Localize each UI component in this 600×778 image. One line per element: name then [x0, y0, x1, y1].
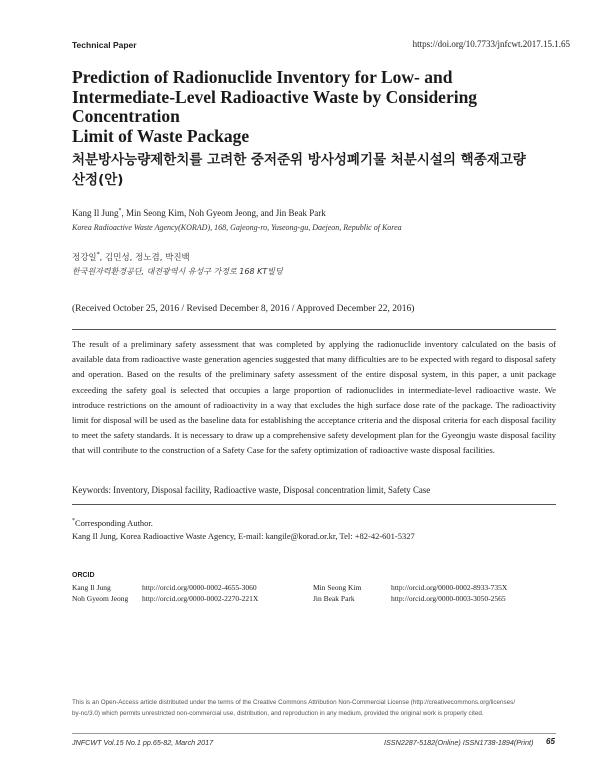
- english-authors: [72, 208, 326, 218]
- doi-link[interactable]: https://doi.org/10.7733/jnfcwt.2017.15.1.65: [412, 39, 570, 49]
- abstract: The result of a preliminary safety assessment that was completed by applying the radionuclide inventory calculated on the basis of available data from radioactive waste generation agencies suggested that many difficulties are to be expected with regard to disposal safety and operation. Based on the results of the preliminary safety assessment of the entire disposal system, in this paper, a unit package exceeding the safety goal is selected that occupies a large proportion of radionuclides in intermediate-level radioactive waste. We introduce restrictions on the amount of radioactivity in a way that excludes the high surface dose rate of the package. The radioactivity limit for disposal will be used as the baseline data for establishing the acceptance criteria and the disposal criteria for each disposal facility to meet the safety standards. It is necessary to draw up a comprehensive safety development plan for the Gyeongju waste disposal facility that will contribute to the construction of a Safety Case for the safety optimization of radioactive waste disposal facilities.: [72, 339, 556, 456]
- english-affiliation: Korea Radioactive Waste Agency(KORAD), 168, Gajeong-ro, Yuseong-gu, Daejeon, Republic of Korea: [72, 223, 402, 232]
- divider-top: [72, 329, 556, 330]
- table-row: [72, 582, 552, 593]
- corresponding-mark-note: *: [72, 518, 75, 525]
- footer-divider: [72, 733, 556, 734]
- orcid-table: [72, 582, 552, 604]
- first-author: Kang Il Jung: [72, 208, 119, 218]
- issn-info: ISSN2287-5182(Online) ISSN1738-1894(Print): [384, 738, 534, 747]
- english-title: [72, 68, 582, 146]
- co-authors-ko: , 김민성, 정노겸, 박진백: [99, 253, 190, 263]
- orcid-heading: ORCID: [72, 572, 95, 579]
- korean-authors: [72, 251, 190, 263]
- table-row: [72, 593, 552, 604]
- corresponding-mark: *: [118, 208, 122, 214]
- received-dates: (Received October 25, 2016 / Revised December 8, 2016 / Approved December 22, 2016): [72, 304, 415, 314]
- english-title-line: Limit of Waste Package: [72, 125, 250, 146]
- corresponding-contact: Kang Il Jung, Korea Radioactive Waste Agency, E-mail: kangile@korad.or.kr, Tel: +82-42-601-5327: [72, 531, 415, 541]
- korean-title: [72, 150, 572, 190]
- orcid-author-name: Min Seong Kim: [313, 583, 362, 592]
- page-number: 65: [546, 737, 555, 746]
- orcid-link[interactable]: http://orcid.org/0000-0002-8933-735X: [391, 583, 508, 592]
- english-title-line: Intermediate-Level Radioactive Waste by Considering Concentration: [72, 86, 478, 126]
- korean-title-line: 처분방사능량제한치를 고려한 중저준위 방사성폐기물 처분시설의 핵종재고량: [72, 152, 526, 168]
- orcid-link[interactable]: http://orcid.org/0000-0003-3050-2565: [391, 594, 506, 603]
- license-notice: [72, 697, 562, 719]
- license-line: by-nc/3.0) which permits unrestricted non-commercial use, distribution, and reproduction in any medium, provided the original work is properly cited.: [72, 710, 484, 717]
- korean-title-line: 산정(안): [72, 172, 124, 188]
- divider-bottom: [72, 504, 556, 505]
- korean-affiliation: 한국원자력환경공단, 대전광역시 유성구 가정로 168 KT빌딩: [72, 267, 283, 276]
- corresponding-mark-ko: *: [96, 251, 100, 259]
- orcid-link[interactable]: http://orcid.org/0000-0002-2270-221X: [142, 594, 259, 603]
- orcid-author-name: Jin Beak Park: [313, 594, 355, 603]
- paper-type-label: Technical Paper: [72, 40, 137, 50]
- orcid-link[interactable]: http://orcid.org/0000-0002-4655-3060: [142, 583, 257, 592]
- journal-citation: JNFCWT Vol.15 No.1 pp.65-82, March 2017: [72, 738, 214, 747]
- corresponding-label: Corresponding Author.: [75, 518, 153, 528]
- co-authors: , Min Seong Kim, Noh Gyeom Jeong, and Jin Beak Park: [121, 208, 326, 218]
- english-title-line: Prediction of Radionuclide Inventory for Low- and: [72, 67, 453, 87]
- first-author-ko: 정강일: [72, 253, 97, 263]
- orcid-author-name: Kang Il Jung: [72, 583, 111, 592]
- license-line: This is an Open-Access article distributed under the terms of the Creative Commons Attribution Non-Commercial License (http://creativecommons.org/licenses/: [72, 699, 516, 706]
- orcid-author-name: Noh Gyeom Jeong: [72, 594, 129, 603]
- corresponding-author-note: [72, 517, 415, 543]
- keywords: Keywords: Inventory, Disposal facility, Radioactive waste, Disposal concentration limit, Safety Case: [72, 485, 431, 495]
